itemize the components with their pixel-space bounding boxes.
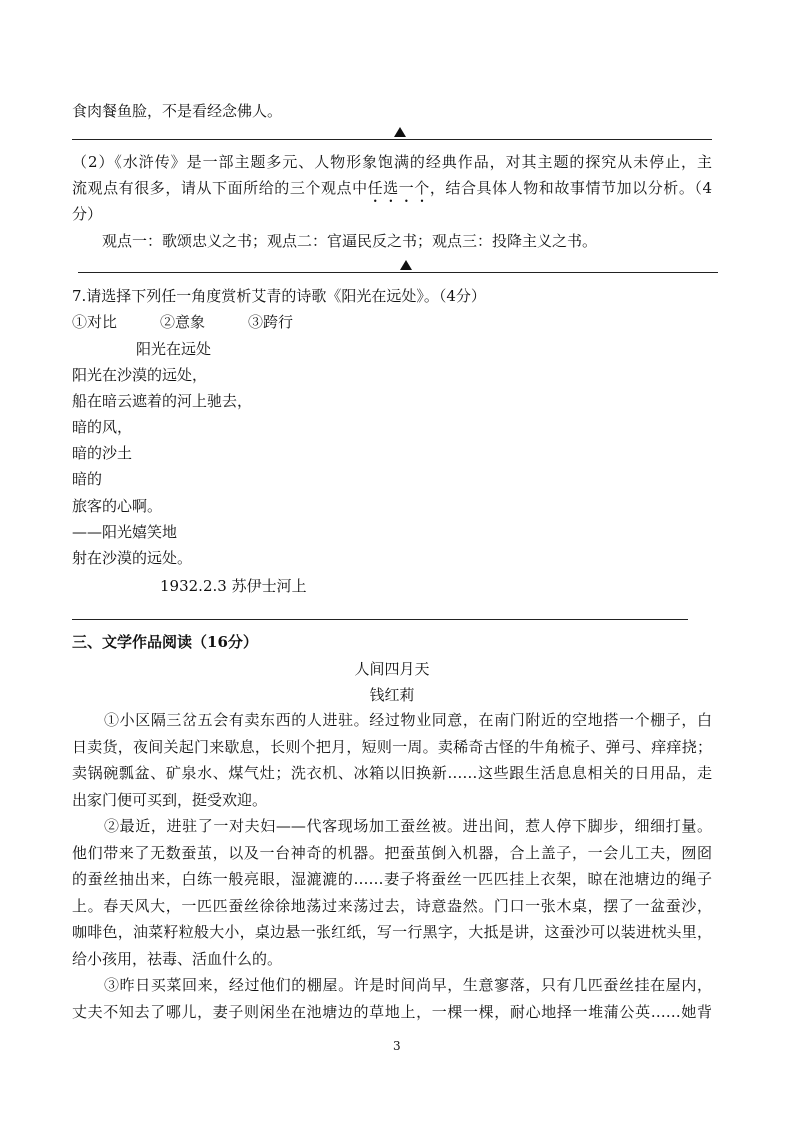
poem-line: 射在沙漠的远处。 — [72, 549, 193, 567]
section-heading: 三、文学作品阅读（16分） — [72, 633, 258, 651]
paragraph-line: 他们带来了无数蚕茧，以及一台神奇的机器。把蚕茧倒入机器，合上盖子，一会儿工夫，囫囵 — [72, 844, 712, 862]
q7-option-2: ②意象 — [160, 313, 206, 331]
q6-text-line: 食肉餐鱼脸，不是看经念佛人。 — [72, 102, 283, 120]
answer-triangle-icon — [394, 127, 406, 137]
paragraph-line: ②最近，进驻了一对夫妇——代客现场加工蚕丝被。进出间，惹人停下脚步，细细打量。 — [104, 817, 712, 835]
q6-part2-line-2 — [72, 175, 712, 206]
q7-option-3: ③跨行 — [248, 313, 294, 331]
poem-line: 暗的沙土 — [72, 444, 133, 462]
paragraph-line: 上。春天风大，一匹匹蚕丝徐徐地荡过来荡过去，诗意盎然。门口一张木桌，摆了一盆蚕沙， — [72, 897, 712, 915]
paragraph-line: 日卖货，夜间关起门来歇息，长则个把月，短则一周。卖稀奇古怪的牛角梳子、弹弓、痒痒挠； — [72, 738, 712, 756]
poem-line: 船在暗云遮着的河上驰去， — [72, 392, 253, 410]
q6-viewpoints: 观点一：歌颂忠义之书；观点二：官逼民反之书；观点三：投降主义之书。 — [102, 232, 598, 250]
paragraph-line: 咖啡色，油菜籽粒般大小，桌边悬一张红纸，写一行黑字，大抵是讲，这蚕沙可以装进枕头里， — [72, 923, 712, 941]
emphasized-choose-one: 任选一个 — [367, 179, 430, 197]
poem-line: 暗的风， — [72, 418, 133, 436]
poem-line: ——阳光嬉笑地 — [72, 523, 178, 541]
paragraph-line: 给小孩用，祛毒、活血什么的。 — [72, 950, 283, 968]
poem-line: 旅客的心啊。 — [72, 497, 163, 515]
poem-date: 1932.2.3 苏伊士河上 — [160, 577, 307, 595]
answer-triangle-icon — [400, 260, 412, 270]
page-number: 3 — [393, 1039, 401, 1053]
q6-part2-line-2-post: ，结合具体人物和故事情节加以分析。（4 — [429, 179, 712, 197]
q7-option-1: ①对比 — [72, 313, 118, 331]
paragraph-line: ③昨日买菜回来，经过他们的棚屋。许是时间尚早，生意寥落，只有几匹蚕丝挂在屋内， — [104, 976, 712, 994]
paragraph-line: ①小区隔三岔五会有卖东西的人进驻。经过物业同意，在南门附近的空地搭一个棚子，白 — [104, 711, 712, 729]
answer-line — [72, 139, 712, 140]
q7-prompt: 7.请选择下列任一角度赏析艾青的诗歌《阳光在远处》。（4分） — [72, 287, 486, 305]
answer-line — [78, 272, 718, 273]
poem-line: 阳光在沙漠的远处， — [72, 366, 208, 384]
paragraph-line: 出家门便可买到，挺受欢迎。 — [72, 791, 268, 809]
poem-title: 阳光在远处 — [136, 340, 212, 358]
q6-part2-line-1: （2）《水浒传》是一部主题多元、人物形象饱满的经典作品，对其主题的探究从未停止，主 — [72, 153, 712, 171]
article-author: 钱红莉 — [369, 686, 415, 704]
article-title: 人间四月天 — [354, 660, 430, 678]
paragraph-line: 丈夫不知去了哪儿，妻子则闲坐在池塘边的草地上，一棵一棵，耐心地择一堆蒲公英……她背 — [72, 1003, 712, 1021]
answer-line — [72, 619, 688, 620]
poem-line: 暗的 — [72, 470, 103, 488]
paragraph-line: 的蚕丝抽出来，白练一般亮眼，湿漉漉的……妻子将蚕丝一匹匹挂上衣架，晾在池塘边的绳子 — [72, 870, 712, 888]
q6-part2-line-2-pre: 流观点有很多，请从下面所给的三个观点中 — [72, 179, 368, 197]
q6-part2-line-3: 分） — [72, 205, 103, 223]
paragraph-line: 卖锅碗瓢盆、矿泉水、煤气灶；洗衣机、冰箱以旧换新……这些跟生活息息相关的日用品，走 — [72, 764, 712, 782]
